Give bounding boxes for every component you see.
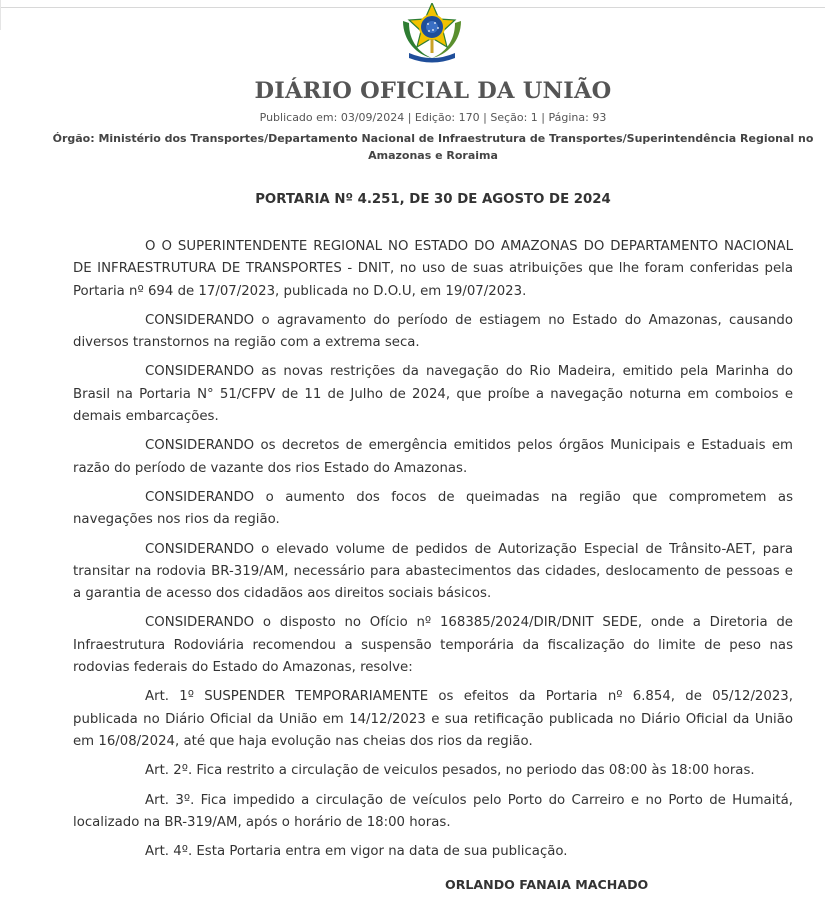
brazil-coat-of-arms-icon	[395, 3, 469, 63]
considering-paragraph: CONSIDERANDO o aumento dos focos de queimadas na região que comprometem as navegações nos rios da região.	[73, 489, 793, 528]
article-4: Art. 4º. Esta Portaria entra em vigor na data de sua publicação.	[145, 844, 568, 860]
considering-paragraph: CONSIDERANDO o agravamento do período de estiagem no Estado do Amazonas, causando diversos transtornos na região com a extrema seca.	[73, 312, 793, 351]
considering-paragraph: CONSIDERANDO o elevado volume de pedidos de Autorização Especial de Trânsito-AET, para transitar na rodovia BR-319/AM, necessário para abastecimentos das cidades, deslocamento de pessoas e a garantia de acesso dos cidadãos aos direitos sociais básicos.	[73, 541, 793, 602]
preamble-paragraph: O O SUPERINTENDENTE REGIONAL NO ESTADO DO AMAZONAS DO DEPARTAMENTO NACIONAL DE INFRAESTRUTURA DE TRANSPORTES - DNIT, no uso de suas atribuições que lhe foram conferidas pela Portaria nº 694 de 17/07/2023, publicada no D.O.U, em 19/07/2023.	[73, 239, 793, 299]
issuing-agency: Órgão: Ministério dos Transportes/Departamento Nacional de Infraestrutura de Transportes/Superintendência Regional no Amazonas e Roraima	[52, 132, 814, 162]
publication-info: Publicado em: 03/09/2024 | Edição: 170 | Seção: 1 | Página: 93	[259, 111, 607, 124]
article-2: Art. 2º. Fica restrito a circulação de veiculos pesados, no periodo das 08:00 às 18:00 horas.	[145, 763, 755, 779]
article-1: Art. 1º SUSPENDER TEMPORARIAMENTE os efeitos da Portaria nº 6.854, de 05/12/2023, publicada no Diário Oficial da União em 14/12/2023 e sua retificação publicada no Diário Oficial da União em 16/08/2024, até que haja evolução nas cheias dos rios da região.	[73, 689, 793, 749]
considering-paragraph: CONSIDERANDO as novas restrições da navegação do Rio Madeira, emitido pela Marinha do Brasil na Portaria N° 51/CFPV de 11 de Julho de 2024, que proíbe a navegação noturna em comboios e demais embarcações.	[73, 364, 793, 425]
gazette-title: DIÁRIO OFICIAL DA UNIÃO	[254, 78, 612, 104]
left-frame-edge	[0, 0, 1, 30]
act-body	[73, 236, 793, 870]
article-3: Art. 3º. Fica impedido a circulação de veículos pelo Porto do Carreiro e no Porto de Humaitá, localizado na BR-319/AM, após o horário de 18:00 horas.	[73, 792, 793, 830]
signatory-name: ORLANDO FANAIA MACHADO	[445, 877, 649, 892]
act-title: PORTARIA Nº 4.251, DE 30 DE AGOSTO DE 2024	[255, 192, 611, 207]
gazette-header	[0, 76, 825, 164]
considering-paragraph: CONSIDERANDO os decretos de emergência emitidos pelos órgãos Municipais e Estaduais em razão do período de vazante dos rios Estado do Amazonas.	[73, 438, 793, 476]
considering-paragraph: CONSIDERANDO o disposto no Ofício nº 168385/2024/DIR/DNIT SEDE, onde a Diretoria de Infraestrutura Rodoviária recomendou a suspensão temporária da fiscalização do limite de peso nas rodovias federais do Estado do Amazonas, resolve:	[73, 615, 793, 676]
